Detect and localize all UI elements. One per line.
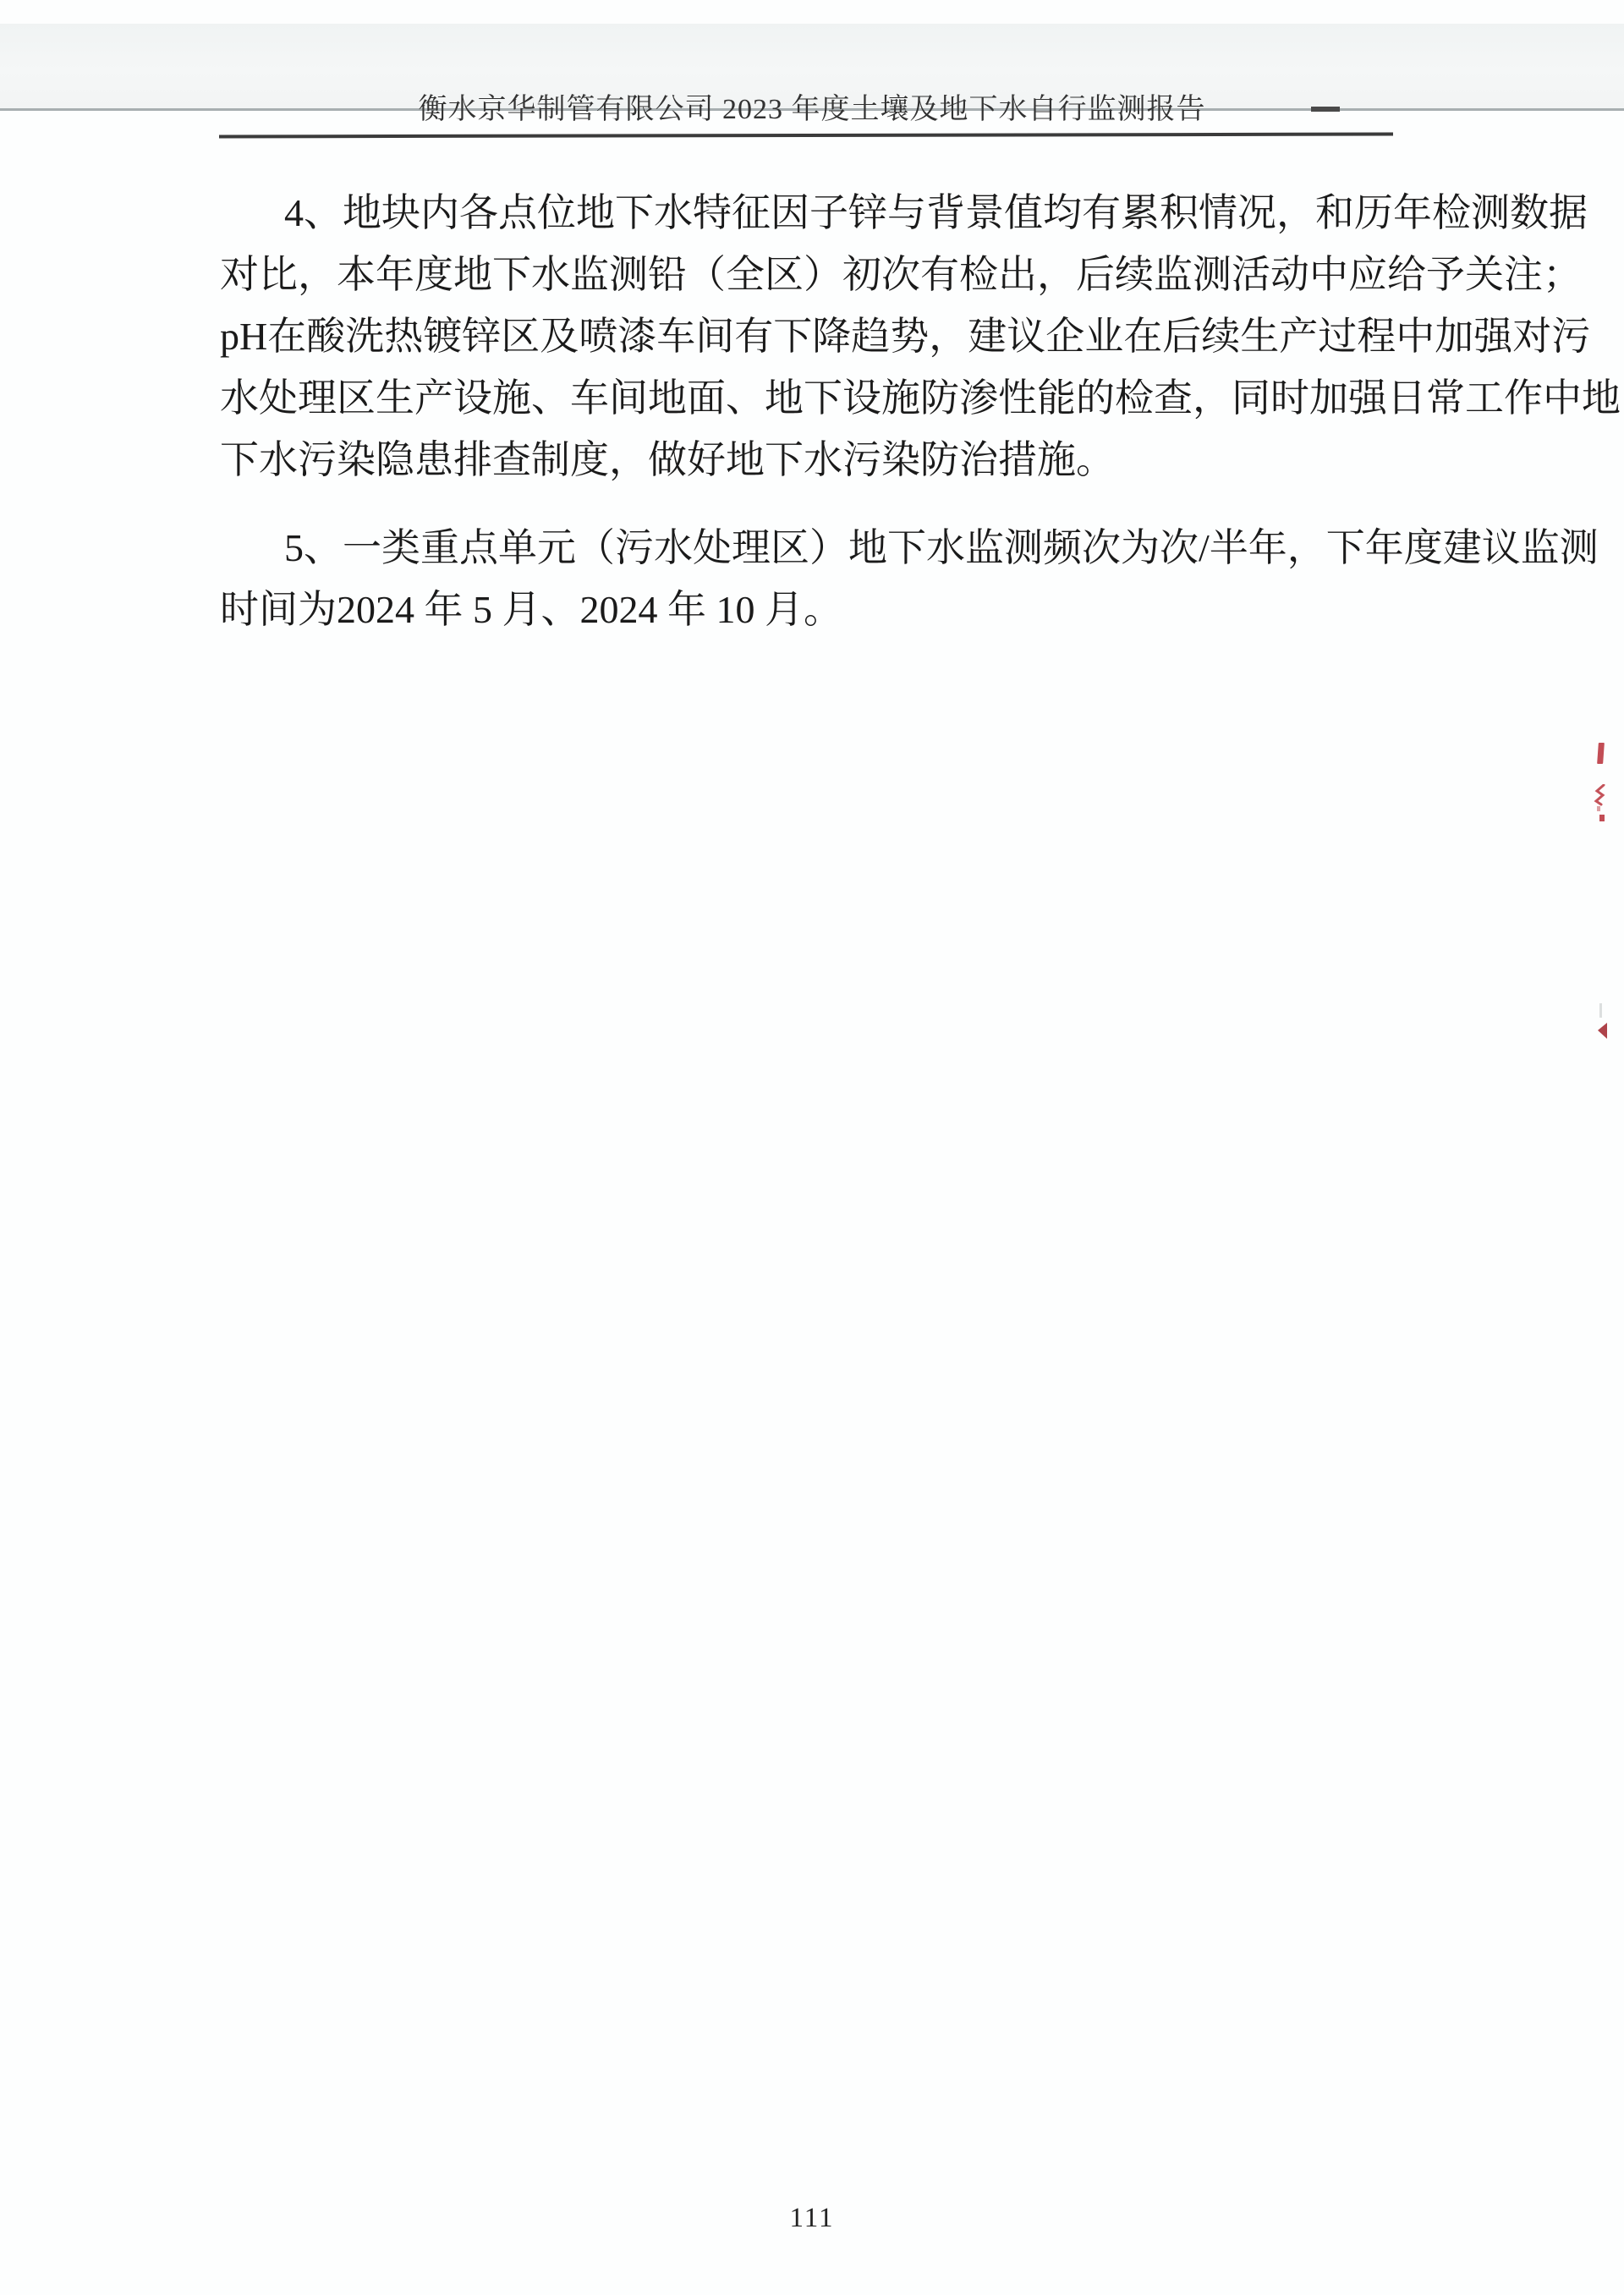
text-line: 下水污染隐患排查制度，做好地下水污染防治措施。 <box>220 438 1115 481</box>
paragraph-5 <box>220 517 1599 640</box>
gray-smudge-mark <box>1599 1003 1602 1018</box>
text-line: pH在酸洗热镀锌区及喷漆车间有下降趋势，建议企业在后续生产过程中加强对污 <box>220 315 1591 358</box>
text-line: 对比，本年度地下水监测铅（全区）初次有检出，后续监测活动中应给予关注； <box>220 253 1582 296</box>
paragraph-4 <box>220 182 1621 491</box>
text-line: 4、地块内各点位地下水特征因子锌与背景值均有累积情况，和历年检测数据 <box>284 191 1588 234</box>
red-pen-squiggle-mark <box>1594 784 1605 808</box>
text-line: 5、一类重点单元（污水处理区）地下水监测频次为次/半年，下年度建议监测 <box>284 526 1599 569</box>
red-pen-dot-mark <box>1599 815 1605 821</box>
red-pen-tick-mark <box>1597 806 1600 811</box>
page-number: 111 <box>789 2203 835 2233</box>
red-triangle-mark <box>1598 1023 1607 1039</box>
text-line: 水处理区生产设施、车间地面、地下设施防渗性能的检查，同时加强日常工作中地 <box>220 376 1621 420</box>
red-pen-mark <box>1597 743 1605 764</box>
header-underline <box>219 133 1393 139</box>
report-header-title: 衡水京华制管有限公司 2023 年度土壤及地下水自行监测报告 <box>418 94 1206 125</box>
document-body <box>220 182 1621 640</box>
text-line: 时间为2024 年 5 月、2024 年 10 月。 <box>220 588 842 631</box>
